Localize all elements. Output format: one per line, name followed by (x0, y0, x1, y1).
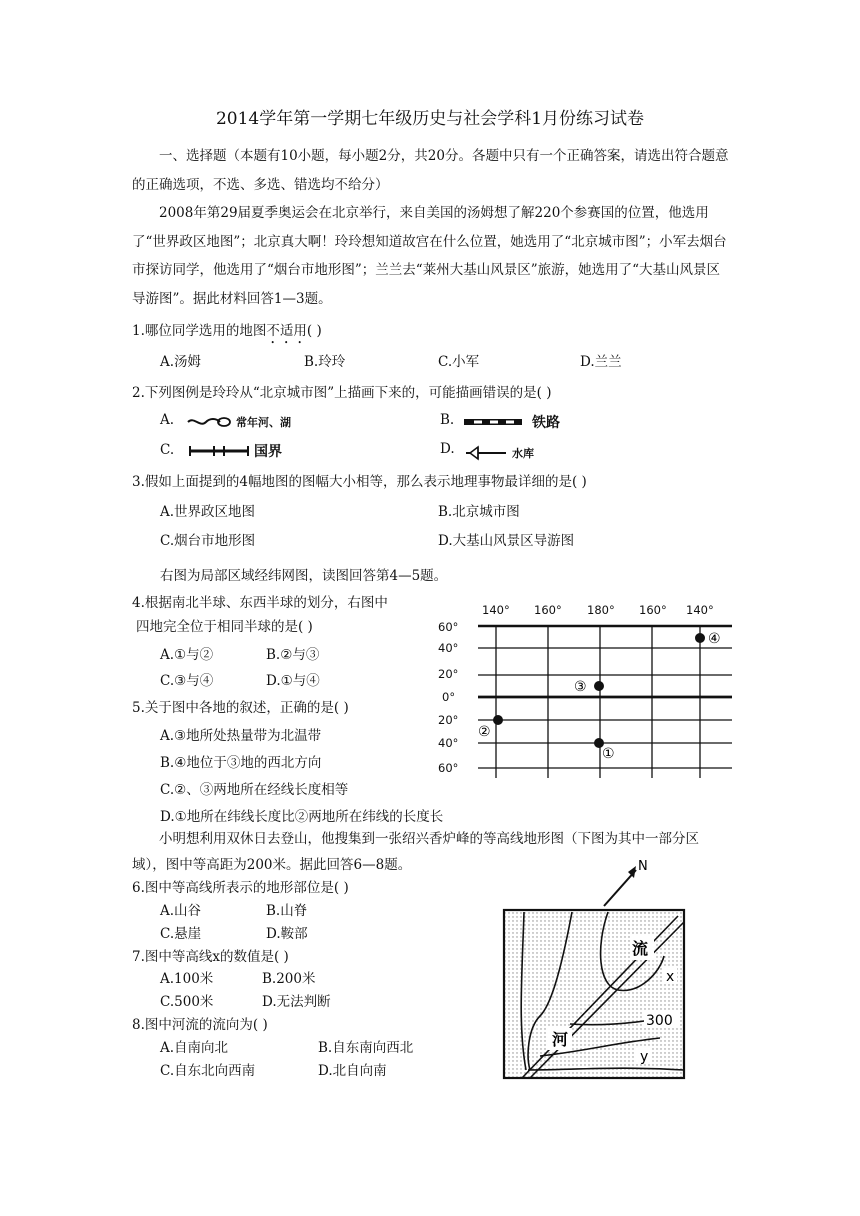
lat-label-n20: 20° (438, 667, 459, 681)
legend-label-river: 常年河、湖 (236, 416, 291, 429)
q4-option-d[interactable]: D.①与④ (266, 673, 320, 689)
q1-option-c[interactable]: C.小军 (438, 354, 480, 370)
q4-stem-line2: 四地完全位于相同半球的是( ) (136, 619, 313, 635)
q6-option-d[interactable]: D.鞍部 (266, 926, 308, 942)
q1-option-a[interactable]: A.汤姆 (160, 354, 202, 370)
q3-option-a[interactable]: A.世界政区地图 (160, 504, 256, 520)
contour-label-x: x (666, 969, 675, 985)
lat-label-s60: 60° (438, 761, 459, 775)
map-frame (504, 910, 684, 1078)
lat-label-s20: 20° (438, 713, 459, 727)
q8-option-a[interactable]: A.自南向北 (160, 1040, 229, 1056)
reservoir-legend-icon (464, 445, 508, 461)
q7-option-d[interactable]: D.无法判断 (262, 994, 331, 1010)
north-label: N (638, 859, 648, 874)
q6-option-c[interactable]: C.悬崖 (160, 926, 202, 942)
q8-stem: 8.图中河流的流向为( ) (132, 1017, 268, 1033)
q6-option-b[interactable]: B.山脊 (266, 903, 308, 919)
intro-45: 右图为局部区域经纬网图，读图回答第4—5题。 (160, 568, 448, 584)
q2-option-b[interactable]: B. (440, 412, 455, 428)
legend-label-reservoir: 水库 (512, 447, 534, 460)
contour-map (500, 856, 690, 1082)
q7-option-a[interactable]: A.100米 (160, 971, 214, 987)
q4-stem-line1: 4.根据南北半球、东西半球的划分，右图中 (132, 595, 388, 611)
material-2: 小明想利用双休日去登山，他搜集到一张绍兴香炉峰的等高线地形图（下图为其中一部分区域），图中等高距为200米。据此回答6—8题。 (132, 831, 699, 873)
q1-emphasis: 不适用 (266, 323, 307, 339)
q1-bracket: ( ) (306, 323, 322, 339)
river-lake-legend-icon (186, 414, 232, 430)
point-2-marker (493, 715, 503, 725)
q5-option-c[interactable]: C.②、③两地所在经线长度相等 (160, 782, 349, 798)
q2-option-a[interactable]: A. (160, 412, 175, 428)
q1-option-d[interactable]: D.兰兰 (580, 354, 622, 370)
q7-stem: 7.图中等高线x的数值是( ) (132, 949, 289, 965)
question-1 (132, 319, 322, 347)
point-1-label: ① (602, 746, 615, 762)
river-char-2: 河 (552, 1030, 569, 1049)
q5-option-a[interactable]: A.③地所处热量带为北温带 (160, 728, 322, 744)
q3-option-b[interactable]: B.北京城市图 (438, 504, 520, 520)
q7-option-b[interactable]: B.200米 (262, 971, 316, 987)
lat-label-n60: 60° (438, 620, 459, 634)
border-legend-icon (188, 443, 250, 459)
point-2-label: ② (478, 724, 491, 740)
page-title: 2014学年第一学期七年级历史与社会学科1月份练习试卷 (215, 109, 645, 129)
q2-stem: 2.下列图例是玲玲从“北京城市图”上描画下来的，可能描画错误的是( ) (132, 385, 552, 401)
contour-label-y: y (640, 1049, 649, 1065)
q1-option-b[interactable]: B.玲玲 (304, 354, 346, 370)
legend-label-border: 国界 (254, 444, 282, 460)
q4-option-a[interactable]: A.①与② (160, 647, 214, 663)
legend-label-railway: 铁路 (532, 415, 560, 431)
graticule-map (436, 598, 736, 784)
q5-stem: 5.关于图中各地的叙述，正确的是( ) (132, 700, 349, 716)
q4-option-c[interactable]: C.③与④ (160, 673, 214, 689)
q3-option-d[interactable]: D.大基山风景区导游图 (438, 533, 575, 549)
q2-option-c[interactable]: C. (160, 442, 175, 458)
lat-label-s40: 40° (438, 736, 459, 750)
q5-option-b[interactable]: B.④地位于③地的西北方向 (160, 755, 322, 771)
material-1: 2008年第29届夏季奥运会在北京举行，来自美国的汤姆想了解220个参赛国的位置，他选用了“世界政区地图”；北京真大啊！玲玲想知道故宫在什么位置，她选用了“北京城市图”；小军去烟台市探访同学，他选用了“烟台市地形图”；兰兰去“莱州大基山风景区”旅游，她选用了“大基山风景区导游图”。据此材料回答1—3题。 (132, 205, 727, 307)
lat-label-n40: 40° (438, 641, 459, 655)
q3-stem: 3.假如上面提到的4幅地图的图幅大小相等，那么表示地理事物最详细的是( ) (132, 474, 587, 490)
q8-option-b[interactable]: B.自东南向西北 (318, 1040, 414, 1056)
q2-option-d[interactable]: D. (440, 441, 455, 457)
lon-label-5: 140° (686, 603, 714, 617)
q4-option-b[interactable]: B.②与③ (266, 647, 320, 663)
lon-label-3: 180° (587, 603, 615, 617)
section-heading: 一、选择题（本题有10小题，每小题2分，共20分。各题中只有一个正确答案，请选出符合题意的正确选项，不选、多选、错选均不给分） (132, 148, 729, 193)
q6-option-a[interactable]: A.山谷 (160, 903, 202, 919)
q7-option-c[interactable]: C.500米 (160, 994, 214, 1010)
point-4-label: ④ (708, 631, 721, 647)
point-3-marker (594, 681, 604, 691)
river-char-1: 流 (632, 939, 649, 958)
lat-label-0: 0° (442, 690, 456, 704)
railway-legend-icon (462, 414, 524, 430)
contour-label-300: 300 (646, 1013, 673, 1029)
lon-label-2: 160° (534, 603, 562, 617)
q8-option-c[interactable]: C.自东北向西南 (160, 1063, 256, 1079)
q3-option-c[interactable]: C.烟台市地形图 (160, 533, 256, 549)
q6-stem: 6.图中等高线所表示的地形部位是( ) (132, 880, 349, 896)
lon-label-1: 140° (482, 603, 510, 617)
point-4-marker (695, 633, 705, 643)
q1-stem: 1.哪位同学选用的地图 (132, 323, 267, 339)
q5-option-d[interactable]: D.①地所在纬线长度比②两地所在纬线的长度长 (160, 809, 444, 825)
point-3-label: ③ (574, 679, 587, 695)
lon-label-4: 160° (639, 603, 667, 617)
q8-option-d[interactable]: D.北自向南 (318, 1063, 387, 1079)
